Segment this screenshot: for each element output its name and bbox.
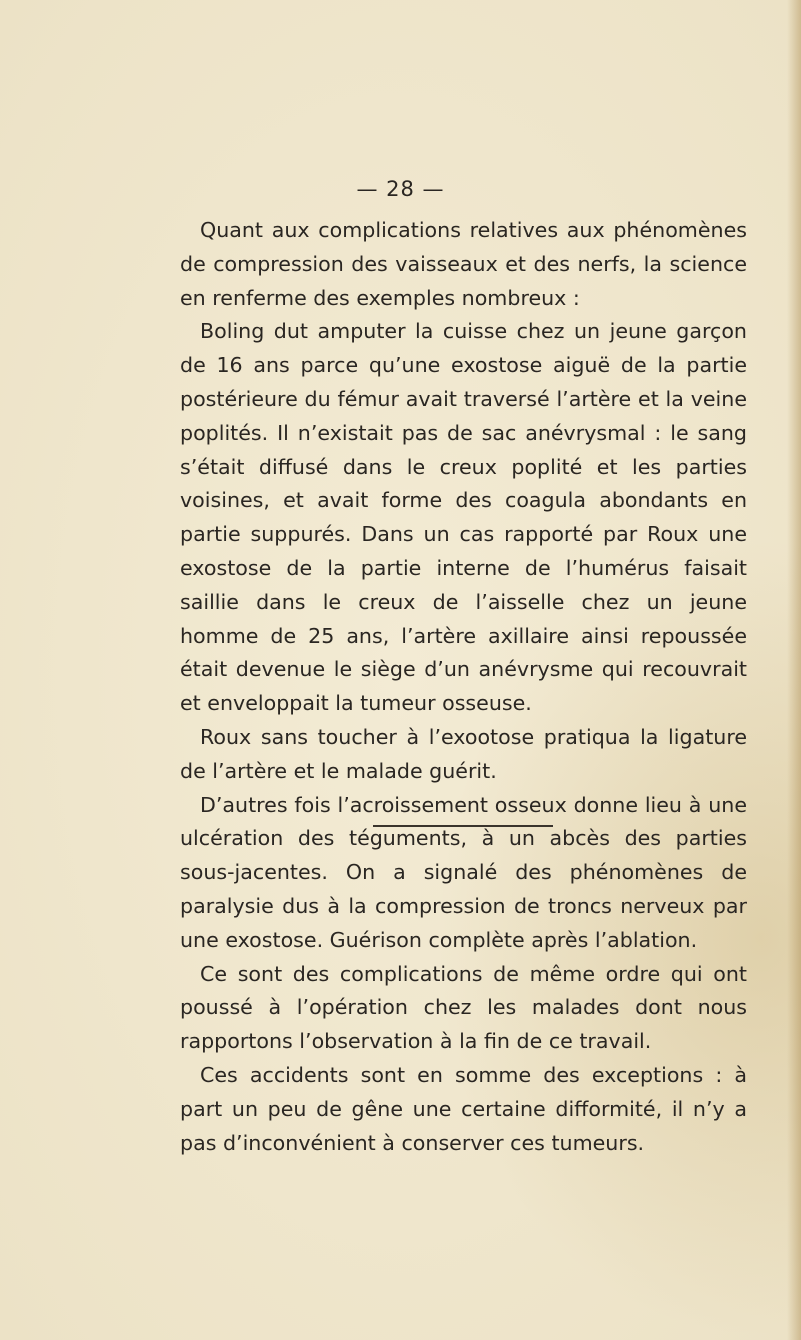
page-edge-shadow — [787, 0, 801, 1340]
paragraph: Boling dut amputer la cuisse chez un jeune garçon de 16 ans parce qu’une exostose aiguë de la partie postérieure du fémur avait traversé l’artère et la veine poplités. Il n’existait pas de sac anévrysmal : le sang s’était diffusé dans le creux poplité et les parties voisines, et avait forme des coagula abondants en partie suppurés. Dans un cas rapporté par Roux une exostose de la partie interne de l’humérus faisait saillie dans le creux de l’aisselle chez un jeune homme de 25 ans, l’artère axillaire ainsi repoussée était devenue le siège d’un anévrysme qui recouvrait et enveloppait la tumeur osseuse. — [180, 319, 747, 716]
paragraph: Quant aux complications relatives aux phénomènes de compression des vaisseaux et des nerfs, la science en renferme des exemples nombreux : — [180, 218, 747, 310]
paragraph: Ces accidents sont en somme des exceptions : à part un peu de gêne une certaine difformité, il n’y a pas d’inconvénient à conserver ces tumeurs. — [180, 1062, 747, 1155]
paragraph: Roux sans toucher à l’exootose pratiqua la ligature de l’artère et le malade guérit. — [180, 724, 747, 783]
body-text — [180, 214, 747, 1160]
paragraph: D’autres fois l’acroissement osseux donne lieu à une ulcération des téguments, à un abcès des parties sous-jacentes. On a signalé des phénomènes de paralysie dus à la compression de troncs nerveux par une exostose. Guérison complète après l’ablation. — [180, 792, 747, 952]
paragraph: Ce sont des complications de même ordre qui ont poussé à l’opération chez les malades dont nous rapportons l’observation à la fin de ce travail. — [180, 961, 747, 1054]
end-rule — [373, 825, 553, 827]
page-number: — 28 — — [356, 177, 445, 201]
